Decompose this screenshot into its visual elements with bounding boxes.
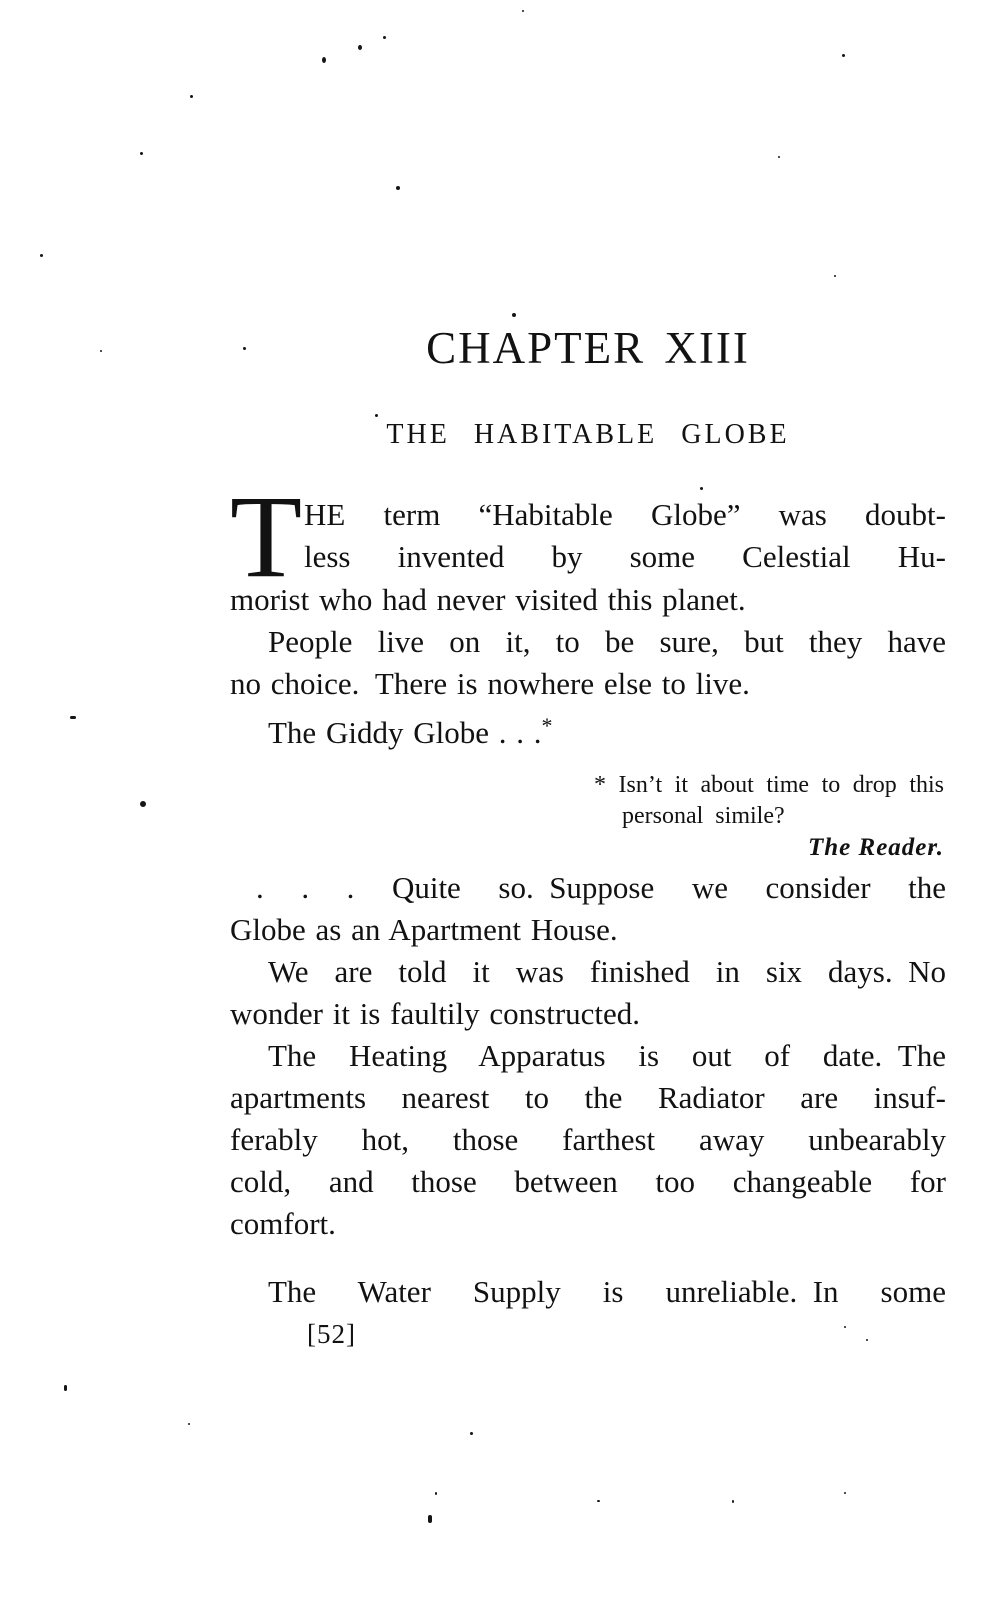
text-line: ferably hot, those farthest away unbearably — [230, 1122, 946, 1157]
page-number: [52] — [307, 1319, 356, 1349]
text-line: Globe as an Apartment House. — [230, 912, 618, 947]
text-line: morist who had never visited this planet. — [230, 582, 746, 617]
text-fragment: The Giddy Globe . . . — [268, 715, 542, 750]
scan-speck — [435, 1492, 437, 1495]
scan-speck — [470, 1432, 473, 1435]
scan-speck — [190, 95, 193, 98]
scan-speck — [40, 254, 43, 257]
scan-speck — [778, 156, 780, 158]
scan-speck — [396, 186, 400, 190]
scan-speck — [428, 1515, 432, 1523]
text-block — [230, 323, 946, 1350]
text-line: no choice. There is nowhere else to live. — [230, 666, 750, 701]
text-line: People live on it, to be sure, but they have — [268, 624, 946, 659]
section-title: THE HABITABLE GLOBE — [386, 419, 790, 450]
scan-speck — [844, 1492, 846, 1494]
paragraph — [230, 1271, 946, 1313]
scan-speck — [383, 36, 386, 39]
text-line — [230, 705, 946, 754]
footnote-reference-asterisk: * — [541, 713, 553, 738]
text-line: The Water Supply is unreliable. In some — [268, 1274, 946, 1309]
scan-speck — [842, 54, 845, 57]
scan-speck — [834, 275, 836, 277]
text-line: We are told it was finished in six days. No — [268, 954, 946, 989]
scan-speck — [100, 350, 102, 352]
scan-speck — [188, 1423, 190, 1425]
scan-speck — [522, 10, 524, 12]
paragraph-opening — [230, 471, 946, 621]
footnote-attribution: The Reader. — [808, 834, 944, 861]
scan-speck — [140, 801, 146, 807]
paragraph — [230, 951, 946, 1035]
footnote-line — [594, 770, 944, 801]
scan-speck — [732, 1500, 734, 1503]
drop-cap: T — [230, 471, 303, 602]
text-line: comfort. — [230, 1206, 336, 1241]
text-line: cold, and those between too changeable for — [230, 1164, 946, 1199]
paragraph — [230, 621, 946, 705]
text-line: apartments nearest to the Radiator are insuf- — [230, 1080, 946, 1115]
footnote-marker-asterisk: * — [594, 772, 606, 798]
paragraph — [230, 867, 946, 951]
scan-speck — [358, 45, 362, 50]
paragraph — [230, 705, 946, 754]
chapter-heading: CHAPTER XIII — [426, 323, 750, 373]
text-line: The Heating Apparatus is out of date. The — [268, 1038, 946, 1073]
footnote-text: Isn’t it about time to drop this — [618, 772, 944, 798]
text-line: . . . Quite so. Suppose we consider the — [256, 870, 946, 905]
scan-speck — [64, 1385, 67, 1391]
scan-speck — [322, 57, 326, 63]
footnote-block — [594, 770, 944, 863]
paragraph — [230, 1035, 946, 1245]
footnote-line: personal simile? — [622, 803, 785, 829]
text-line: less invented by some Celestial Hu- — [304, 539, 946, 574]
text-line: HE term “Habitable Globe” was doubt- — [304, 497, 946, 532]
scan-speck — [512, 313, 516, 317]
scan-speck — [70, 716, 76, 719]
scan-speck — [597, 1500, 600, 1502]
scan-speck — [140, 152, 143, 155]
text-line: wonder it is faultily constructed. — [230, 996, 641, 1031]
